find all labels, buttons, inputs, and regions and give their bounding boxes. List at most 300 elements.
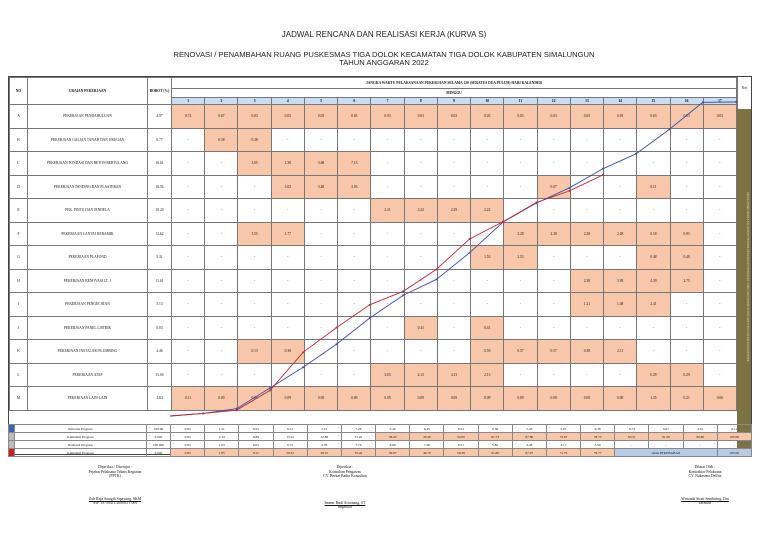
task-week-cell: - — [471, 128, 504, 152]
col-weight: BOBOT (%) — [148, 78, 172, 105]
summary-value: 8.89 — [239, 433, 273, 441]
task-week-cell: - — [271, 316, 304, 340]
task-week-cell: - — [703, 269, 736, 293]
week-header: 1 — [172, 98, 205, 105]
task-week-cell: - — [570, 246, 603, 270]
summary-total: 100.000 — [147, 441, 171, 449]
task-week-cell: - — [338, 199, 371, 223]
task-week-cell: 0.48 — [670, 246, 703, 270]
summary-value: 67.97 — [512, 449, 546, 457]
task-week-cell: - — [471, 293, 504, 317]
task-week-cell: - — [304, 246, 337, 270]
summary-value: 52.00 — [444, 433, 478, 441]
col-no: NO — [10, 78, 28, 105]
task-week-cell: 0.09 — [437, 387, 470, 411]
task-week-cell: - — [338, 269, 371, 293]
task-week-cell: - — [604, 246, 637, 270]
task-week-cell: 0.13 — [238, 340, 271, 364]
task-week-cell: - — [437, 128, 470, 152]
task-week-cell: - — [471, 269, 504, 293]
task-week-cell: - — [371, 340, 404, 364]
task-week-cell: - — [205, 340, 238, 364]
task-no: K — [10, 340, 28, 364]
task-week-cell: 0.03 — [637, 105, 670, 129]
task-week-cell: - — [205, 199, 238, 223]
task-week-cell: 0.48 — [637, 246, 670, 270]
deviation-value: 100.00 — [717, 449, 751, 457]
summary-total: 0.000 — [147, 433, 171, 441]
deviation-label: ADA PERUBAHAN — [615, 449, 718, 457]
summary-value: 35.42 — [341, 449, 375, 457]
task-week-cell: 0.09 — [537, 387, 570, 411]
summary-value: 100.00 — [717, 433, 751, 441]
task-week-cell: - — [570, 199, 603, 223]
task-week-cell: - — [404, 269, 437, 293]
task-week-cell: - — [604, 128, 637, 152]
task-week-cell: - — [570, 363, 603, 387]
task-week-cell: - — [205, 363, 238, 387]
summary-value: 6.51 — [444, 441, 478, 449]
task-week-cell: 0.41 — [404, 316, 437, 340]
task-week-cell: - — [537, 269, 570, 293]
task-weight: 11.61 — [148, 269, 172, 293]
task-week-cell: 4.39 — [637, 269, 670, 293]
task-weight: 5.31 — [148, 246, 172, 270]
task-week-cell: 1.48 — [604, 293, 637, 317]
task-week-cell: 0.03 — [537, 105, 570, 129]
week-header: 3 — [238, 98, 271, 105]
summary-value: 20.32 — [273, 449, 307, 457]
week-header: 17 — [703, 98, 736, 105]
task-week-cell: - — [271, 363, 304, 387]
task-week-cell: 3.93 — [604, 269, 637, 293]
task-name: PEKERJAAN RENOVASI LT. 1 — [28, 269, 148, 293]
summary-value: 7.15 — [307, 425, 341, 433]
task-week-cell: - — [371, 128, 404, 152]
maintenance-text: MASA PEMELIHARAAN (SERAH TERIMA PEKERJAAN PERTAMA / PHO) 180 (SERATUS DELAPAN PULUH) HARI KALENDER — [746, 192, 750, 362]
task-week-cell: - — [504, 199, 537, 223]
task-week-cell: 2.22 — [471, 199, 504, 223]
summary-value: 78.73 — [581, 433, 615, 441]
task-week-cell: - — [172, 340, 205, 364]
week-header: 10 — [471, 98, 504, 105]
task-week-cell: - — [670, 199, 703, 223]
task-week-cell: - — [371, 246, 404, 270]
task-week-cell: - — [404, 175, 437, 199]
task-week-cell: 2.28 — [504, 222, 537, 246]
summary-value: 46.70 — [410, 449, 444, 457]
summary-label: Realisasi Progress — [15, 441, 147, 449]
task-week-cell: - — [371, 222, 404, 246]
sig-right-role2: CV. Nakasena Delfita — [688, 474, 722, 478]
task-week-cell: - — [670, 152, 703, 176]
task-week-cell: - — [670, 340, 703, 364]
task-name: PEKERJAAN PENDAHULUAN — [28, 105, 148, 129]
task-week-cell: - — [238, 293, 271, 317]
task-week-cell: 0.09 — [205, 387, 238, 411]
task-week-cell: 0.09 — [304, 387, 337, 411]
ket-column — [737, 77, 751, 454]
task-week-cell: 0.03 — [404, 105, 437, 129]
task-week-cell: - — [703, 199, 736, 223]
summary-value: 6.45 — [410, 425, 444, 433]
task-week-cell: - — [271, 128, 304, 152]
task-no: I — [10, 293, 28, 317]
summary-value: 9.07 — [649, 425, 683, 433]
summary-value: 39.67 — [376, 449, 410, 457]
task-no: L — [10, 363, 28, 387]
task-week-cell: - — [238, 199, 271, 223]
task-week-cell: - — [703, 363, 736, 387]
task-week-cell: 0.09 — [504, 387, 537, 411]
task-row — [10, 387, 737, 411]
summary-label: Kumulatif Progress — [15, 433, 147, 441]
week-header: 6 — [338, 98, 371, 105]
schedule-grid — [8, 76, 752, 455]
sig-mid-role: Konsultan Pengawas — [329, 469, 361, 474]
task-week-cell: - — [670, 316, 703, 340]
task-week-cell: - — [504, 269, 537, 293]
task-week-cell: - — [271, 269, 304, 293]
summary-value: 6.75 — [273, 441, 307, 449]
task-name: PEKERJAAN LANTAI KERAMIK — [28, 222, 148, 246]
task-week-cell: - — [637, 316, 670, 340]
task-no: M — [10, 387, 28, 411]
summary-value: - — [649, 441, 683, 449]
task-week-cell: 0.11 — [172, 387, 205, 411]
task-weight: 10.56 — [148, 175, 172, 199]
task-week-cell: - — [172, 152, 205, 176]
task-week-cell: - — [703, 128, 736, 152]
task-week-cell: - — [338, 316, 371, 340]
task-row — [10, 128, 737, 152]
task-week-cell: 4.13 — [404, 363, 437, 387]
summary-value: 91.29 — [649, 433, 683, 441]
week-header: 7 — [371, 98, 404, 105]
task-weight: 10.20 — [148, 199, 172, 223]
summary-value: 6.56 — [478, 425, 512, 433]
task-week-cell: - — [703, 293, 736, 317]
summary-value: 4.61 — [683, 425, 717, 433]
task-week-cell: - — [604, 199, 637, 223]
task-week-cell: 2.28 — [537, 222, 570, 246]
week-header: 16 — [670, 98, 703, 105]
task-week-cell: 0.09 — [570, 387, 603, 411]
sig-mid-title: Diperiksa : — [336, 465, 354, 469]
task-week-cell: - — [172, 363, 205, 387]
task-week-cell: 0.03 — [371, 105, 404, 129]
task-week-cell: - — [670, 128, 703, 152]
task-name: PEKERJAAN DINDING DAN PLASTERAN — [28, 175, 148, 199]
task-no: C — [10, 152, 28, 176]
task-week-cell: 0.03 — [271, 105, 304, 129]
sig-left-role2: (PPTK) — [109, 474, 121, 478]
task-week-cell: - — [537, 152, 570, 176]
task-week-cell: 0.03 — [238, 105, 271, 129]
task-week-cell: - — [271, 199, 304, 223]
task-name: PEKERJAAN PLAFOND — [28, 246, 148, 270]
task-week-cell: 0.41 — [471, 316, 504, 340]
sig-left-name: Zuli Raja Saragih Sipayung, SKM — [88, 496, 142, 501]
task-week-cell: - — [338, 222, 371, 246]
summary-value: - — [717, 441, 751, 449]
task-weight: 13.00 — [148, 363, 172, 387]
task-week-cell: 0.57 — [537, 340, 570, 364]
summary-value: 0.11 — [717, 425, 751, 433]
task-row — [10, 246, 737, 270]
task-week-cell: - — [570, 316, 603, 340]
task-week-cell: 1.38 — [271, 152, 304, 176]
task-week-cell: 4.13 — [437, 363, 470, 387]
task-week-cell: - — [371, 269, 404, 293]
summary-value: 6.38 — [581, 425, 615, 433]
task-week-cell: 1.77 — [271, 222, 304, 246]
summary-value: 72.67 — [546, 433, 580, 441]
summary-value: 5.46 — [376, 425, 410, 433]
summary-value: 8.11 — [239, 449, 273, 457]
sig-mid-role2: CV. Berkat Batho Konsultan — [323, 474, 367, 478]
summary-value: 1.85 — [205, 449, 239, 457]
summary-value: 15.52 — [273, 433, 307, 441]
task-week-cell: - — [238, 363, 271, 387]
summary-value: 99.89 — [683, 433, 717, 441]
summary-value: 6.51 — [273, 425, 307, 433]
task-row — [10, 269, 737, 293]
task-row — [10, 199, 737, 223]
summary-value: 1.03 — [205, 441, 239, 449]
task-week-cell: 7.13 — [338, 152, 371, 176]
signature-consultant — [290, 465, 400, 510]
task-no: D — [10, 175, 28, 199]
col-task: URAIAN PEKERJAAN — [28, 78, 148, 105]
summary-value: 6.52 — [444, 425, 478, 433]
task-week-cell: 0.09 — [604, 387, 637, 411]
task-week-cell: - — [371, 293, 404, 317]
signature-pptk — [60, 465, 170, 506]
task-name: PEKERJAAN GALIAN TANAH DAN URUGAN — [28, 128, 148, 152]
task-name: PEKERJAAN PENGECATAN — [28, 293, 148, 317]
task-week-cell: 0.09 — [371, 387, 404, 411]
progress-summary — [8, 424, 752, 457]
task-week-cell: - — [238, 175, 271, 199]
summary-value: 6.55 — [239, 425, 273, 433]
task-week-cell: - — [570, 128, 603, 152]
task-week-cell: 3.03 — [371, 363, 404, 387]
task-week-cell: - — [304, 128, 337, 152]
task-name: PEKERJAAN PONDASI DAN BETON BERTULANG — [28, 152, 148, 176]
task-name: PEKERJAAN LAIN-LAIN — [28, 387, 148, 411]
task-week-cell: 0.07 — [537, 175, 570, 199]
task-week-cell: 0.07 — [205, 105, 238, 129]
task-week-cell: 0.18 — [637, 222, 670, 246]
task-week-cell: 0.03 — [703, 105, 736, 129]
task-no: E — [10, 199, 28, 223]
task-week-cell: - — [570, 175, 603, 199]
task-week-cell: 0.72 — [172, 105, 205, 129]
summary-label: Rencana Progress — [15, 425, 147, 433]
task-weight: 4.97 — [148, 105, 172, 129]
task-week-cell: - — [172, 293, 205, 317]
task-week-cell: 0.11 — [637, 175, 670, 199]
task-week-cell: - — [271, 293, 304, 317]
task-week-cell: 1.21 — [570, 293, 603, 317]
summary-value: 7.76 — [341, 441, 375, 449]
task-week-cell: - — [205, 269, 238, 293]
task-week-cell: 0.09 — [471, 387, 504, 411]
task-week-cell: - — [703, 152, 736, 176]
task-week-cell: 2.11 — [604, 340, 637, 364]
sig-mid-name: Immer Rudi Aritonang, ST — [324, 500, 366, 505]
task-week-cell: - — [304, 293, 337, 317]
task-week-cell: 0.03 — [570, 105, 603, 129]
task-week-cell: 0.06 — [703, 387, 736, 411]
task-week-cell: 3.03 — [271, 175, 304, 199]
task-week-cell: 2.38 — [570, 269, 603, 293]
summary-value: - — [683, 441, 717, 449]
task-week-cell: 3.05 — [238, 152, 271, 176]
task-week-cell: - — [172, 128, 205, 152]
task-week-cell: - — [437, 175, 470, 199]
summary-value: 7.28 — [410, 441, 444, 449]
task-week-cell: - — [537, 363, 570, 387]
task-week-cell: - — [537, 128, 570, 152]
week-header: 2 — [205, 98, 238, 105]
summary-value: 38.43 — [376, 433, 410, 441]
page-title: JADWAL RENCANA DAN REALISASI KERJA (KURVA S) — [281, 30, 487, 39]
task-week-cell: - — [205, 246, 238, 270]
task-week-cell: 3.55 — [238, 222, 271, 246]
task-week-cell: - — [205, 175, 238, 199]
task-week-cell: 0.03 — [437, 105, 470, 129]
summary-value: 22.86 — [307, 433, 341, 441]
sig-left-nip: NIP. 19750411 200003 1 009 — [92, 501, 138, 505]
fiscal-year: TAHUN ANGGARAN 2022 — [339, 58, 429, 67]
task-row — [10, 222, 737, 246]
summary-value: 28.15 — [307, 449, 341, 457]
summary-value: 56.39 — [444, 449, 478, 457]
week-header: 12 — [537, 98, 570, 105]
task-week-cell: 0.03 — [338, 105, 371, 129]
task-week-cell: - — [637, 340, 670, 364]
sig-left-title: Diperiksa / Disetujui : — [98, 465, 132, 469]
sig-right-name: Wirianda Sirait Sembiring, Dra — [681, 496, 729, 501]
task-no: G — [10, 246, 28, 270]
task-week-cell: - — [471, 222, 504, 246]
task-week-cell: 2.28 — [604, 222, 637, 246]
summary-value: 5.82 — [478, 441, 512, 449]
task-week-cell: - — [205, 316, 238, 340]
task-week-cell: - — [371, 316, 404, 340]
task-week-cell: - — [304, 222, 337, 246]
task-week-cell: - — [504, 152, 537, 176]
sig-mid-role3: Inspektor — [337, 505, 353, 509]
task-week-cell: - — [604, 175, 637, 199]
task-week-cell: - — [404, 340, 437, 364]
task-week-cell: - — [437, 340, 470, 364]
task-week-cell: - — [670, 175, 703, 199]
summary-row — [9, 425, 752, 433]
task-week-cell: - — [304, 199, 337, 223]
task-week-cell: - — [537, 246, 570, 270]
task-week-cell: - — [404, 222, 437, 246]
task-week-cell: - — [172, 199, 205, 223]
schedule-table — [9, 77, 737, 411]
task-row — [10, 152, 737, 176]
task-week-cell: 0.59 — [471, 340, 504, 364]
task-row — [10, 363, 737, 387]
task-week-cell: - — [537, 199, 570, 223]
task-week-cell: 0.57 — [504, 340, 537, 364]
task-week-cell: - — [371, 175, 404, 199]
summary-value: 4.48 — [512, 441, 546, 449]
summary-value: 0.83 — [171, 441, 205, 449]
task-week-cell: - — [471, 152, 504, 176]
week-header: 15 — [637, 98, 670, 105]
summary-value: 2.34 — [205, 433, 239, 441]
task-week-cell: - — [437, 246, 470, 270]
week-header: 14 — [604, 98, 637, 105]
task-week-cell: - — [537, 293, 570, 317]
task-week-cell: - — [570, 152, 603, 176]
task-week-cell: - — [338, 363, 371, 387]
task-week-cell: 0.38 — [205, 128, 238, 152]
task-week-cell: 2.31 — [371, 199, 404, 223]
summary-value: 0.83 — [171, 433, 205, 441]
task-week-cell: - — [205, 293, 238, 317]
task-week-cell: 3.68 — [304, 152, 337, 176]
task-week-cell: 2.41 — [637, 293, 670, 317]
task-week-cell: - — [404, 128, 437, 152]
task-week-cell: 2.29 — [437, 199, 470, 223]
task-week-cell: - — [703, 340, 736, 364]
task-week-cell: - — [504, 175, 537, 199]
task-week-cell: - — [338, 293, 371, 317]
task-week-cell: - — [504, 363, 537, 387]
summary-value: 6.05 — [239, 441, 273, 449]
task-week-cell: 0.03 — [670, 105, 703, 129]
task-week-cell: - — [703, 222, 736, 246]
task-week-cell: - — [304, 269, 337, 293]
task-week-cell: - — [238, 246, 271, 270]
task-week-cell: 0.09 — [404, 387, 437, 411]
task-week-cell: - — [205, 152, 238, 176]
task-week-cell: - — [504, 293, 537, 317]
task-weight: 16.61 — [148, 152, 172, 176]
task-week-cell: 3.48 — [304, 175, 337, 199]
task-week-cell: - — [404, 246, 437, 270]
task-week-cell: - — [537, 316, 570, 340]
task-week-cell: 1.53 — [471, 246, 504, 270]
summary-value: - — [615, 441, 649, 449]
task-no: F — [10, 222, 28, 246]
summary-value: 1.51 — [205, 425, 239, 433]
summary-value: 7.28 — [341, 425, 375, 433]
task-week-cell: - — [172, 222, 205, 246]
summary-total: 0.000 — [147, 449, 171, 457]
task-row — [10, 293, 737, 317]
sig-left-role: Pejabat Pelaksana Teknis Kegiatan — [88, 469, 142, 474]
summary-value: 5.99 — [581, 441, 615, 449]
task-week-cell: 3.03 — [338, 175, 371, 199]
task-row — [10, 175, 737, 199]
summary-value: 61.86 — [478, 449, 512, 457]
task-week-cell: - — [338, 340, 371, 364]
task-week-cell: 2.28 — [570, 222, 603, 246]
task-week-cell: - — [304, 340, 337, 364]
task-week-cell: - — [304, 363, 337, 387]
summary-row — [9, 433, 752, 441]
task-week-cell: - — [238, 269, 271, 293]
